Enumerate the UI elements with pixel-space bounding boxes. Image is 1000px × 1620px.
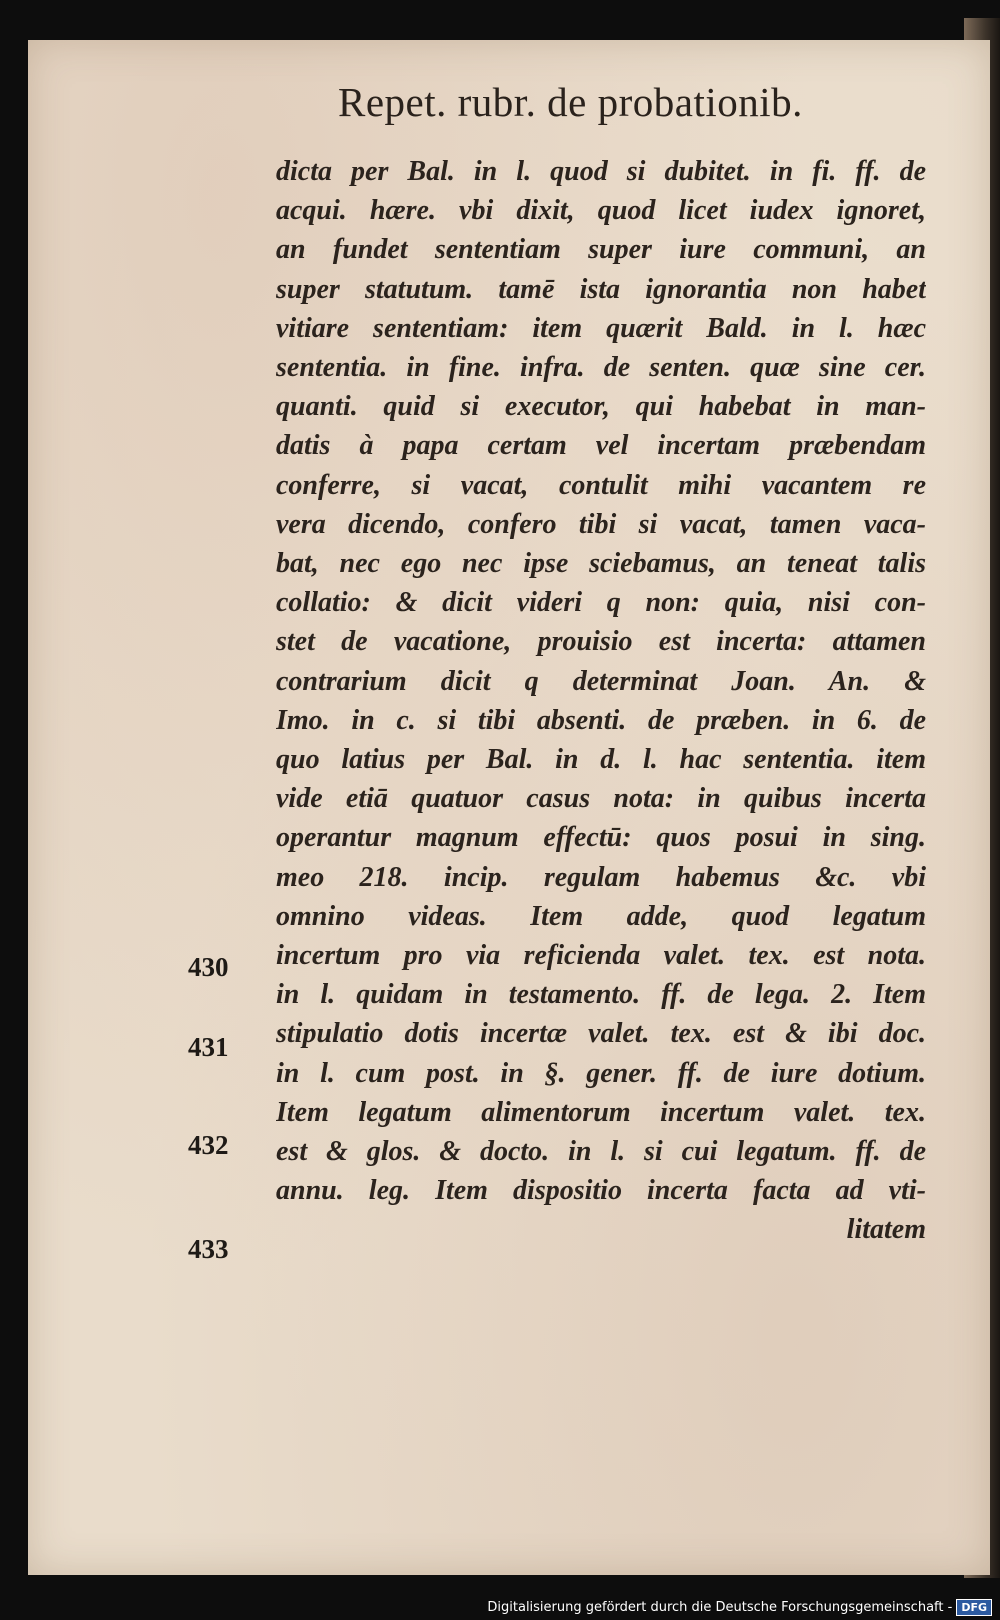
body-text — [276, 152, 926, 1250]
text-line: bat, nec ego nec ipse sciebamus, an teneat talis — [276, 548, 926, 580]
text-line: datis à papa certam vel incertam præbendam — [276, 430, 926, 462]
text-line: conferre, si vacat, contulit mihi vacantem re — [276, 469, 926, 501]
margin-number: 433 — [188, 1234, 229, 1264]
text-line: quanti. quid si executor, qui habebat in man- — [276, 391, 926, 423]
margin-number: 432 — [188, 1130, 229, 1160]
text-line: est & glos. & docto. in l. si cui legatum. ff. de — [276, 1136, 926, 1168]
text-line: collatio: & dicit videri q non: quia, nisi con- — [276, 587, 926, 619]
text-line: quo latius per Bal. in d. l. hac sententia. item — [276, 744, 926, 776]
running-header: Repet. rubr. de probationib. — [338, 79, 803, 125]
text-line: meo 218. incip. regulam habemus &c. vbi — [276, 861, 926, 893]
dfg-logo: DFG — [956, 1599, 992, 1616]
text-line: incertum pro via reficienda valet. tex. est nota. — [276, 940, 926, 972]
text-line: annu. leg. Item dispositio incerta facta ad vti- — [276, 1175, 926, 1207]
text-line: contrarium dicit q determinat Joan. An. & — [276, 665, 926, 697]
text-line: Imo. in c. si tibi absenti. de præben. in 6. de — [276, 704, 926, 736]
margin-number: 431 — [188, 1032, 229, 1062]
footer-credit: Digitalisierung gefördert durch die Deutsche Forschungsgemeinschaft - — [487, 1599, 953, 1615]
text-line: acqui. hære. vbi dixit, quod licet iudex ignoret, — [276, 195, 926, 227]
text-line: vide etiā quatuor casus nota: in quibus incerta — [276, 783, 926, 815]
text-line: an fundet sententiam super iure communi, an — [276, 234, 926, 266]
margin-number: 430 — [188, 952, 229, 982]
text-line: stet de vacatione, prouisio est incerta: attamen — [276, 626, 926, 658]
text-line: in l. quidam in testamento. ff. de lega. 2. Item — [276, 979, 926, 1011]
text-line: super statutum. tamē ista ignorantia non habet — [276, 273, 926, 305]
text-line: operantur magnum effectū: quos posui in sing. — [276, 822, 926, 854]
digitization-footer — [487, 1596, 992, 1618]
text-line: dicta per Bal. in l. quod si dubitet. in fi. ff. de — [276, 156, 926, 187]
text-line: vera dicendo, confero tibi si vacat, tamen vaca- — [276, 508, 926, 540]
catchword: litatem — [846, 1214, 926, 1246]
text-line: stipulatio dotis incertæ valet. tex. est & ibi doc. — [276, 1018, 926, 1050]
text-line: Item legatum alimentorum incertum valet. tex. — [276, 1096, 926, 1128]
text-line: in l. cum post. in §. gener. ff. de iure dotium. — [276, 1057, 926, 1089]
text-line: sententia. in fine. infra. de senten. quæ sine cer. — [276, 352, 926, 384]
text-line: vitiare sententiam: item quærit Bald. in l. hæc — [276, 312, 926, 344]
text-line: omnino videas. Item adde, quod legatum — [276, 900, 926, 932]
